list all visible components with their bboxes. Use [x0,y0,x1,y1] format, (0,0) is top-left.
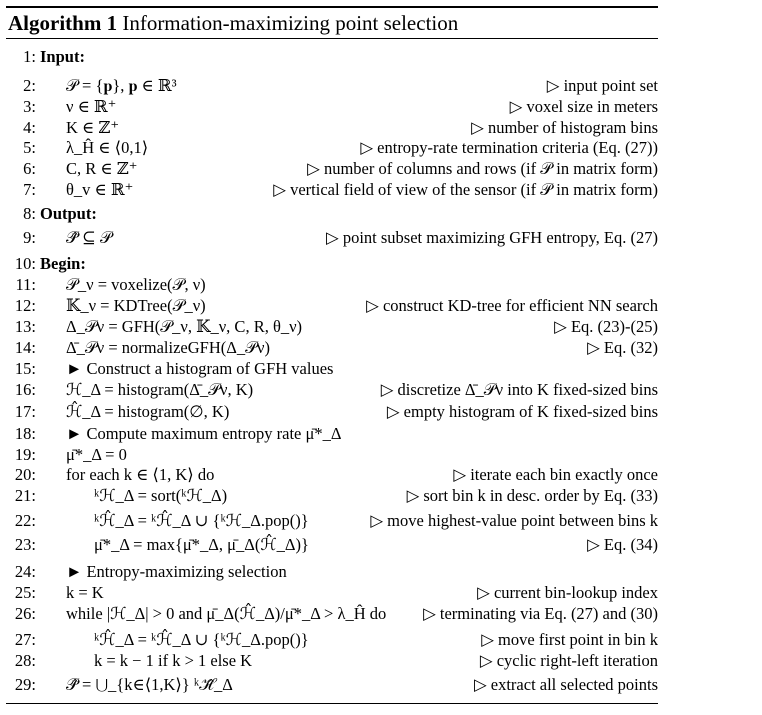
line-comment: ▷ Eq. (32) [587,338,658,357]
line-statement: θ_v ∈ ℝ⁺ [66,180,134,199]
line-comment: ▷ construct KD-tree for efficient NN search [366,296,658,315]
algorithm-label: Algorithm 1 [8,11,118,35]
line-statement: ℋ_Δ = histogram(Δ̄_𝒫ν, K) [66,380,254,399]
algorithm-line [0,465,660,485]
line-statement: ► Entropy-maximizing selection [66,562,287,581]
line-comment: ▷ vertical field of view of the sensor (if 𝒫 in matrix form) [273,180,658,199]
line-number: 10: [14,254,36,273]
line-comment: ▷ Eq. (34) [587,535,658,554]
line-statement: ᵏℋ̂_Δ = ᵏℋ̂_Δ ∪ {ᵏℋ_Δ.pop()} [94,511,309,530]
algorithm-line [0,275,660,295]
line-statement: ᵏℋ_Δ = sort(ᵏℋ_Δ) [94,486,228,505]
algorithm-line [0,583,660,603]
line-number: 28: [14,651,36,670]
line-number: 11: [15,275,36,294]
algorithm-line [0,380,660,400]
line-comment: ▷ current bin-lookup index [477,583,658,602]
line-statement: 𝒫 = {𝐩}, 𝐩 ∈ ℝ³ [66,76,177,95]
line-comment: ▷ terminating via Eq. (27) and (30) [423,604,658,623]
algorithm-title-text: Information-maximizing point selection [122,11,459,35]
line-number: 19: [14,445,36,464]
line-number: 26: [14,604,36,623]
algorithm-line [0,204,660,224]
line-statement: ℋ̂_Δ = histogram(∅, K) [66,402,230,421]
algorithm-line [0,604,660,624]
line-number: 22: [14,511,36,530]
line-comment: ▷ sort bin k in desc. order by Eq. (33) [406,486,658,505]
algorithm-line [0,317,660,337]
top-rule [6,6,658,8]
algorithm-line [0,338,660,358]
line-comment: ▷ empty histogram of K fixed-sized bins [386,402,658,421]
line-statement: 𝕂_ν = KDTree(𝒫_ν) [66,296,206,315]
line-comment: ▷ number of columns and rows (if 𝒫 in matrix form) [307,159,658,178]
line-statement: ᵏℋ̂_Δ = ᵏℋ̂_Δ ∪ {ᵏℋ_Δ.pop()} [94,630,309,649]
line-number: 5: [23,138,36,157]
line-number: 14: [14,338,36,357]
line-number: 25: [14,583,36,602]
algorithm-line [0,630,660,650]
line-number: 24: [14,562,36,581]
line-number: 27: [14,630,36,649]
line-comment: ▷ point subset maximizing GFH entropy, Eq. (27) [326,228,658,247]
line-number: 3: [23,97,36,116]
line-number: 4: [23,118,36,137]
line-number: 20: [14,465,36,484]
algorithm-line [0,651,660,671]
line-number: 29: [14,675,36,694]
algorithm-line [0,254,660,274]
algorithm-line [0,180,660,200]
line-statement: K ∈ ℤ⁺ [66,118,120,137]
algorithm-line [0,562,660,582]
line-number: 16: [14,380,36,399]
line-comment: ▷ extract all selected points [473,675,658,694]
algorithm-line [0,47,660,67]
algorithm-line [0,296,660,316]
line-statement: μ̄*_Δ = max{μ̄*_Δ, μ̄_Δ(ℋ̂_Δ)} [94,535,309,554]
line-comment: ▷ move highest-value point between bins k [370,511,658,530]
line-statement: Begin: [40,254,86,273]
algorithm-line [0,511,660,531]
algorithm-line [0,76,660,96]
line-comment: ▷ cyclic right-left iteration [479,651,658,670]
line-number: 12: [14,296,36,315]
algorithm-line [0,675,660,695]
line-number: 9: [23,228,36,247]
line-comment: ▷ iterate each bin exactly once [453,465,658,484]
line-comment: ▷ discretize Δ̄_𝒫ν into K fixed-sized bins [380,380,658,399]
line-number: 8: [23,204,36,223]
algorithm-title [8,9,458,37]
algorithm-line [0,535,660,555]
line-comment: ▷ Eq. (23)-(25) [554,317,658,336]
line-statement: μ̄*_Δ = 0 [66,445,127,464]
line-number: 7: [23,180,36,199]
algorithm-line [0,159,660,179]
bottom-rule [6,703,658,704]
line-number: 23: [14,535,36,554]
line-statement: ► Construct a histogram of GFH values [66,359,334,378]
algorithm-line [0,445,660,465]
line-statement: 𝒫_ν = voxelize(𝒫, ν) [66,275,206,294]
algorithm-line [0,402,660,422]
line-comment: ▷ voxel size in meters [509,97,658,116]
algorithm-line [0,118,660,138]
line-statement: Δ̄_𝒫ν = normalizeGFH(Δ_𝒫ν) [66,338,270,357]
line-number: 13: [14,317,36,336]
line-statement: ν ∈ ℝ⁺ [66,97,117,116]
algorithm-line [0,138,660,158]
line-statement: k = K [66,583,104,602]
title-rule [6,38,658,39]
line-number: 18: [14,424,36,443]
line-comment: ▷ move first point in bin k [481,630,658,649]
line-statement: ► Compute maximum entropy rate μ̄*_Δ [66,424,342,443]
line-number: 2: [23,76,36,95]
line-number: 17: [14,402,36,421]
line-statement: Δ_𝒫ν = GFH(𝒫_ν, 𝕂_ν, C, R, θ_ν) [66,317,303,336]
line-number: 1: [23,47,36,66]
algorithm-line [0,486,660,506]
algorithm-line [0,228,660,248]
algorithm-line [0,359,660,379]
line-statement: C, R ∈ ℤ⁺ [66,159,138,178]
line-comment: ▷ input point set [546,76,658,95]
line-statement: while |ℋ_Δ| > 0 and μ̄_Δ(ℋ̂_Δ)/μ̄*_Δ > λ_Ĥ do [66,604,387,623]
line-statement: Input: [40,47,85,66]
line-comment: ▷ number of histogram bins [471,118,658,137]
line-comment: ▷ entropy-rate termination criteria (Eq. (27)) [360,138,658,157]
line-number: 21: [14,486,36,505]
line-statement: 𝒫̂ ⊆ 𝒫 [66,228,112,247]
line-statement: 𝒫̂ = ⋃_{k∈⟨1,K⟩} ᵏℋ̂_Δ [66,675,233,694]
line-statement: k = k − 1 if k > 1 else K [94,651,253,670]
algorithm-line [0,424,660,444]
line-number: 6: [23,159,36,178]
line-statement: λ_Ĥ ∈ ⟨0,1⟩ [66,138,149,157]
line-number: 15: [14,359,36,378]
line-statement: for each k ∈ ⟨1, K⟩ do [66,465,215,484]
line-statement: Output: [40,204,97,223]
algorithm-line [0,97,660,117]
